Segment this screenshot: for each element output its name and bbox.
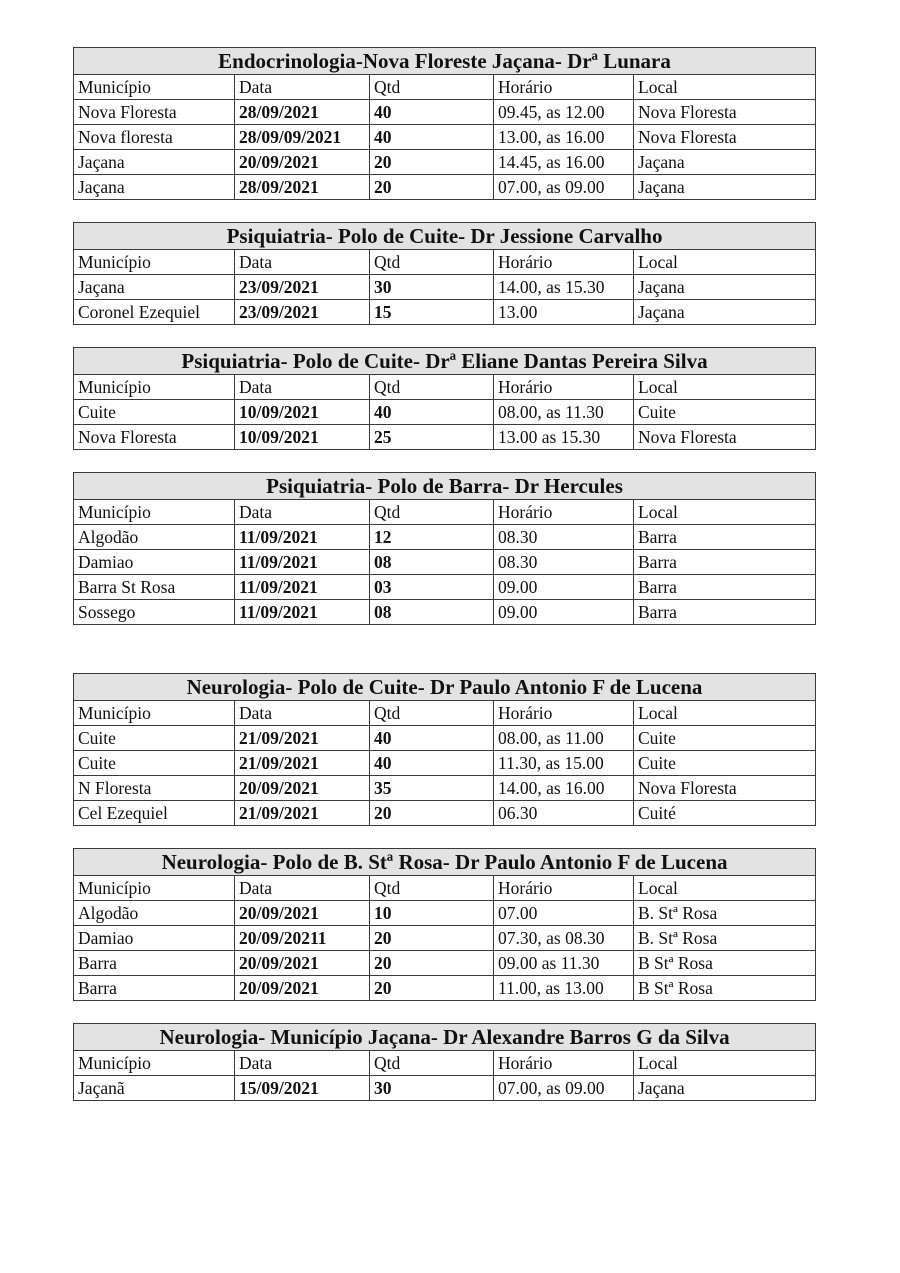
table-row — [74, 550, 816, 575]
column-header-data: Data — [235, 75, 370, 100]
cell-qtd: 20 — [370, 175, 494, 200]
table-row — [74, 100, 816, 125]
schedule-document — [73, 47, 815, 1101]
cell-horario: 09.45, as 12.00 — [494, 100, 634, 125]
table-header-row — [74, 250, 816, 275]
schedule-table-3 — [73, 347, 816, 450]
cell-municipio: Coronel Ezequiel — [74, 300, 235, 325]
table-title-row — [74, 48, 816, 75]
schedule-table-7 — [73, 1023, 816, 1101]
cell-municipio: Algodão — [74, 901, 235, 926]
column-header-local: Local — [634, 75, 816, 100]
column-header-municipio: Município — [74, 500, 235, 525]
column-header-municipio: Município — [74, 375, 235, 400]
table-row — [74, 926, 816, 951]
cell-qtd: 08 — [370, 550, 494, 575]
cell-municipio: Barra St Rosa — [74, 575, 235, 600]
column-header-local: Local — [634, 876, 816, 901]
cell-horario: 11.30, as 15.00 — [494, 751, 634, 776]
cell-municipio: Jaçana — [74, 150, 235, 175]
cell-municipio: Jaçana — [74, 275, 235, 300]
table-spacer — [73, 450, 815, 472]
cell-qtd: 15 — [370, 300, 494, 325]
table-row — [74, 575, 816, 600]
table-title-row — [74, 223, 816, 250]
cell-data: 28/09/09/2021 — [235, 125, 370, 150]
cell-qtd: 30 — [370, 275, 494, 300]
cell-data: 20/09/2021 — [235, 976, 370, 1001]
table-row — [74, 801, 816, 826]
table-spacer — [73, 200, 815, 222]
cell-municipio: Cel Ezequiel — [74, 801, 235, 826]
schedule-table-6 — [73, 848, 816, 1001]
cell-horario: 11.00, as 13.00 — [494, 976, 634, 1001]
table-row — [74, 150, 816, 175]
table-spacer — [73, 625, 815, 673]
cell-qtd: 20 — [370, 951, 494, 976]
cell-qtd: 40 — [370, 125, 494, 150]
column-header-horario: Horário — [494, 375, 634, 400]
cell-horario: 07.00, as 09.00 — [494, 1076, 634, 1101]
column-header-local: Local — [634, 375, 816, 400]
table-row — [74, 525, 816, 550]
cell-qtd: 40 — [370, 100, 494, 125]
table-row — [74, 400, 816, 425]
cell-municipio: Algodão — [74, 525, 235, 550]
column-header-data: Data — [235, 1051, 370, 1076]
table-title-row — [74, 1024, 816, 1051]
cell-data: 20/09/2021 — [235, 901, 370, 926]
cell-data: 11/09/2021 — [235, 575, 370, 600]
table-title-row — [74, 348, 816, 375]
cell-municipio: Cuite — [74, 400, 235, 425]
table-header-row — [74, 701, 816, 726]
schedule-table-1 — [73, 47, 816, 200]
column-header-horario: Horário — [494, 1051, 634, 1076]
cell-municipio: Nova Floresta — [74, 425, 235, 450]
cell-horario: 08.00, as 11.30 — [494, 400, 634, 425]
column-header-qtd: Qtd — [370, 250, 494, 275]
cell-local: Barra — [634, 550, 816, 575]
cell-qtd: 10 — [370, 901, 494, 926]
cell-data: 10/09/2021 — [235, 425, 370, 450]
cell-horario: 07.00, as 09.00 — [494, 175, 634, 200]
cell-local: Cuite — [634, 726, 816, 751]
table-header-row — [74, 375, 816, 400]
table-row — [74, 600, 816, 625]
table-row — [74, 776, 816, 801]
column-header-horario: Horário — [494, 75, 634, 100]
cell-horario: 07.00 — [494, 901, 634, 926]
table-row — [74, 726, 816, 751]
cell-data: 10/09/2021 — [235, 400, 370, 425]
schedule-table-2 — [73, 222, 816, 325]
column-header-qtd: Qtd — [370, 876, 494, 901]
cell-data: 21/09/2021 — [235, 801, 370, 826]
cell-horario: 13.00 — [494, 300, 634, 325]
table-title-row — [74, 473, 816, 500]
cell-municipio: Barra — [74, 976, 235, 1001]
column-header-data: Data — [235, 876, 370, 901]
cell-horario: 09.00 — [494, 575, 634, 600]
cell-qtd: 08 — [370, 600, 494, 625]
cell-horario: 09.00 as 11.30 — [494, 951, 634, 976]
column-header-local: Local — [634, 1051, 816, 1076]
cell-qtd: 20 — [370, 801, 494, 826]
cell-local: Cuite — [634, 400, 816, 425]
cell-qtd: 20 — [370, 150, 494, 175]
cell-local: Jaçana — [634, 150, 816, 175]
column-header-horario: Horário — [494, 500, 634, 525]
cell-data: 21/09/2021 — [235, 726, 370, 751]
cell-horario: 08.30 — [494, 525, 634, 550]
column-header-municipio: Município — [74, 75, 235, 100]
cell-municipio: N Floresta — [74, 776, 235, 801]
cell-local: Nova Floresta — [634, 776, 816, 801]
column-header-municipio: Município — [74, 1051, 235, 1076]
cell-horario: 09.00 — [494, 600, 634, 625]
column-header-data: Data — [235, 701, 370, 726]
table-title: Psiquiatria- Polo de Barra- Dr Hercules — [74, 473, 816, 500]
cell-data: 20/09/2021 — [235, 951, 370, 976]
cell-local: Jaçana — [634, 175, 816, 200]
cell-data: 11/09/2021 — [235, 600, 370, 625]
cell-horario: 13.00 as 15.30 — [494, 425, 634, 450]
cell-local: Nova Floresta — [634, 100, 816, 125]
cell-data: 21/09/2021 — [235, 751, 370, 776]
cell-local: Barra — [634, 575, 816, 600]
cell-local: B Stª Rosa — [634, 951, 816, 976]
cell-data: 20/09/20211 — [235, 926, 370, 951]
cell-data: 28/09/2021 — [235, 100, 370, 125]
cell-qtd: 12 — [370, 525, 494, 550]
cell-data: 20/09/2021 — [235, 776, 370, 801]
column-header-local: Local — [634, 701, 816, 726]
column-header-qtd: Qtd — [370, 1051, 494, 1076]
cell-data: 23/09/2021 — [235, 300, 370, 325]
table-spacer — [73, 1001, 815, 1023]
cell-horario: 14.00, as 16.00 — [494, 776, 634, 801]
cell-data: 11/09/2021 — [235, 525, 370, 550]
cell-horario: 13.00, as 16.00 — [494, 125, 634, 150]
table-title: Neurologia- Polo de B. Stª Rosa- Dr Paulo Antonio F de Lucena — [74, 849, 816, 876]
cell-local: Nova Floresta — [634, 125, 816, 150]
table-title: Neurologia- Município Jaçana- Dr Alexandre Barros G da Silva — [74, 1024, 816, 1051]
table-row — [74, 300, 816, 325]
table-title-row — [74, 849, 816, 876]
cell-qtd: 35 — [370, 776, 494, 801]
cell-local: Jaçana — [634, 275, 816, 300]
column-header-horario: Horário — [494, 876, 634, 901]
cell-qtd: 25 — [370, 425, 494, 450]
table-row — [74, 175, 816, 200]
table-row — [74, 751, 816, 776]
cell-local: Jaçana — [634, 300, 816, 325]
table-header-row — [74, 1051, 816, 1076]
table-title: Psiquiatria- Polo de Cuite- Drª Eliane Dantas Pereira Silva — [74, 348, 816, 375]
cell-local: B. Stª Rosa — [634, 901, 816, 926]
table-row — [74, 901, 816, 926]
schedule-table-4 — [73, 472, 816, 625]
table-row — [74, 1076, 816, 1101]
column-header-qtd: Qtd — [370, 75, 494, 100]
cell-local: Cuité — [634, 801, 816, 826]
cell-qtd: 20 — [370, 926, 494, 951]
cell-local: B. Stª Rosa — [634, 926, 816, 951]
column-header-data: Data — [235, 250, 370, 275]
column-header-local: Local — [634, 500, 816, 525]
cell-qtd: 30 — [370, 1076, 494, 1101]
column-header-horario: Horário — [494, 250, 634, 275]
column-header-qtd: Qtd — [370, 500, 494, 525]
column-header-municipio: Município — [74, 876, 235, 901]
table-row — [74, 951, 816, 976]
cell-data: 23/09/2021 — [235, 275, 370, 300]
table-row — [74, 425, 816, 450]
cell-data: 28/09/2021 — [235, 175, 370, 200]
cell-local: Cuite — [634, 751, 816, 776]
column-header-qtd: Qtd — [370, 375, 494, 400]
cell-municipio: Nova floresta — [74, 125, 235, 150]
cell-local: Nova Floresta — [634, 425, 816, 450]
cell-horario: 08.30 — [494, 550, 634, 575]
column-header-data: Data — [235, 500, 370, 525]
cell-municipio: Cuite — [74, 726, 235, 751]
column-header-horario: Horário — [494, 701, 634, 726]
table-row — [74, 275, 816, 300]
table-title-row — [74, 674, 816, 701]
table-row — [74, 125, 816, 150]
cell-horario: 06.30 — [494, 801, 634, 826]
cell-qtd: 40 — [370, 400, 494, 425]
cell-local: B Stª Rosa — [634, 976, 816, 1001]
column-header-qtd: Qtd — [370, 701, 494, 726]
cell-qtd: 40 — [370, 751, 494, 776]
cell-local: Barra — [634, 525, 816, 550]
cell-municipio: Sossego — [74, 600, 235, 625]
table-header-row — [74, 876, 816, 901]
cell-qtd: 03 — [370, 575, 494, 600]
cell-local: Barra — [634, 600, 816, 625]
column-header-municipio: Município — [74, 250, 235, 275]
table-header-row — [74, 500, 816, 525]
table-header-row — [74, 75, 816, 100]
cell-municipio: Jaçanã — [74, 1076, 235, 1101]
cell-data: 11/09/2021 — [235, 550, 370, 575]
column-header-local: Local — [634, 250, 816, 275]
cell-municipio: Nova Floresta — [74, 100, 235, 125]
cell-data: 20/09/2021 — [235, 150, 370, 175]
table-title: Psiquiatria- Polo de Cuite- Dr Jessione Carvalho — [74, 223, 816, 250]
cell-horario: 14.00, as 15.30 — [494, 275, 634, 300]
cell-municipio: Damiao — [74, 926, 235, 951]
cell-horario: 14.45, as 16.00 — [494, 150, 634, 175]
cell-qtd: 20 — [370, 976, 494, 1001]
cell-horario: 08.00, as 11.00 — [494, 726, 634, 751]
table-spacer — [73, 826, 815, 848]
table-spacer — [73, 325, 815, 347]
column-header-data: Data — [235, 375, 370, 400]
cell-data: 15/09/2021 — [235, 1076, 370, 1101]
table-title: Endocrinologia-Nova Floreste Jaçana- Drª Lunara — [74, 48, 816, 75]
cell-qtd: 40 — [370, 726, 494, 751]
cell-municipio: Cuite — [74, 751, 235, 776]
table-row — [74, 976, 816, 1001]
table-title: Neurologia- Polo de Cuite- Dr Paulo Antonio F de Lucena — [74, 674, 816, 701]
cell-municipio: Jaçana — [74, 175, 235, 200]
cell-municipio: Barra — [74, 951, 235, 976]
cell-local: Jaçana — [634, 1076, 816, 1101]
cell-municipio: Damiao — [74, 550, 235, 575]
cell-horario: 07.30, as 08.30 — [494, 926, 634, 951]
schedule-table-5 — [73, 673, 816, 826]
column-header-municipio: Município — [74, 701, 235, 726]
